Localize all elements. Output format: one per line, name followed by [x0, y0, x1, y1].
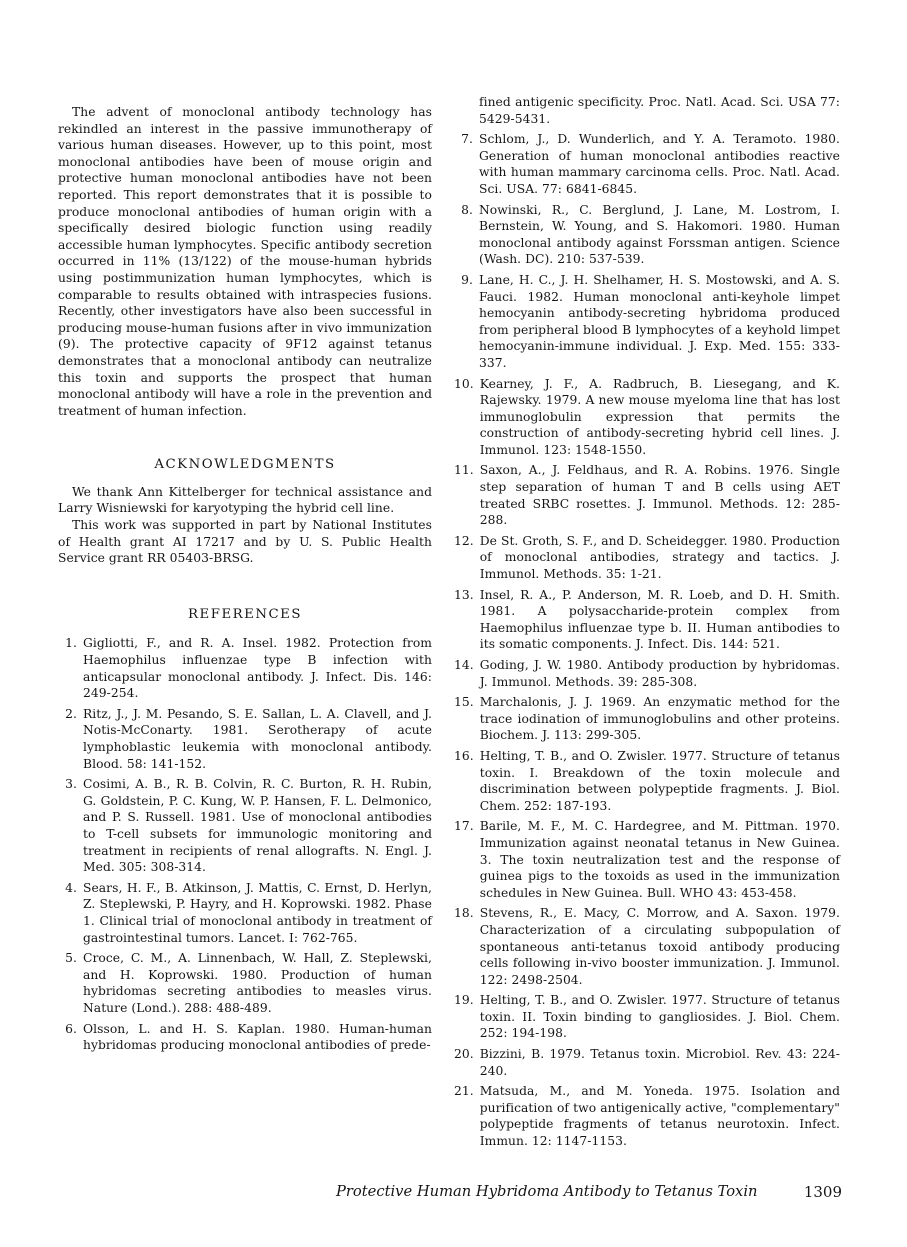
- reference-number: 19.: [454, 993, 474, 1008]
- reference-text: Cosimi, A. B., R. B. Colvin, R. C. Burton, R. H. Rubin, G. Goldstein, P. C. Kung, W. P. Hansen, F. L. Delmonico, and P. S. Russell. 1981. Use of monoclonal antibodies to T-cell subsets for immunologic monitoring and treatment in recipients of renal allografts. N. Engl. J. Med. 305: 308-314.: [83, 777, 432, 875]
- left-column: [58, 104, 432, 1054]
- reference-item: [58, 706, 432, 772]
- reference-item: [454, 587, 840, 653]
- reference-number: 18.: [454, 906, 474, 921]
- reference-text: Gigliotti, F., and R. A. Insel. 1982. Protection from Haemophilus influenzae type B infection with anticapsular monoclonal antibody. J. Infect. Dis. 146: 249-254.: [83, 636, 432, 701]
- reference-item: [454, 818, 840, 901]
- reference-item: [454, 748, 840, 814]
- reference-text: Croce, C. M., A. Linnenbach, W. Hall, Z. Steplewski, and H. Koprowski. 1980. Production of human hybridomas secreting antibodies to measles virus. Nature (Lond.). 288: 488-489.: [83, 951, 432, 1015]
- reference-item: [454, 694, 840, 744]
- reference-text: Olsson, L. and H. S. Kaplan. 1980. Human-human hybridomas producing monoclonal antibodies of prede-: [83, 1021, 432, 1053]
- reference-number: 12.: [454, 533, 474, 548]
- reference-text: Nowinski, R., C. Berglund, J. Lane, M. Lostrom, I. Bernstein, W. Young, and S. Hakomori. 1980. Human monoclonal antibody against Forssman antigen. Science (Wash. DC). 210: 537-539.: [479, 202, 840, 267]
- reference-number: 21.: [454, 1084, 474, 1099]
- reference-item: [58, 776, 432, 876]
- reference-item: [58, 1021, 432, 1054]
- intro-paragraph: The advent of monoclonal antibody technology has rekindled an interest in the passive immunotherapy of various human diseases. However, up to this point, most monoclonal antibodies have been of mouse origin and protective human monoclonal antibodies have not been reported. This report demonstrates that it is possible to produce monoclonal antibodies of human origin with a specifically desired biologic function using readily accessible human lymphocytes. Specific antibody secretion occurred in 11% (13/122) of the mouse-human hybrids using postimmunization human lymphocytes, which is comparable to results obtained with intraspecies fusions. Recently, other investigators have also been successful in producing mouse-human fusions after in vivo immunization (9). The protective capacity of 9F12 against tetanus demonstrates that a monoclonal antibody can neutralize this toxin and supports the prospect that human monoclonal antibody will have a role in the prevention and treatment of human infection.: [58, 105, 432, 418]
- right-column: [454, 94, 840, 1150]
- reference-text: Ritz, J., J. M. Pesando, S. E. Sallan, L. A. Clavell, and J. Notis-McConarty. 1981. Serotherapy of acute lymphoblastic leukemia with monoclonal antibody. Blood. 58: 141-152.: [83, 706, 432, 771]
- reference-item: [454, 376, 840, 459]
- reference-item: [454, 1046, 840, 1079]
- reference-text: Bizzini, B. 1979. Tetanus toxin. Microbiol. Rev. 43: 224-240.: [479, 1047, 840, 1078]
- page-number: 1309: [803, 1183, 842, 1201]
- reference-text: Schlom, J., D. Wunderlich, and Y. A. Teramoto. 1980. Generation of human monoclonal antibodies reactive with human mammary carcinoma cells. Proc. Natl. Acad. Sci. USA. 77: 6841-6845.: [479, 132, 840, 196]
- reference-number: 15.: [454, 695, 474, 710]
- reference-number: 1.: [65, 636, 77, 651]
- reference-text: Barile, M. F., M. C. Hardegree, and M. Pittman. 1970. Immunization against neonatal tetanus in New Guinea. 3. The toxin neutralization test and the response of guinea pigs to the toxoids as used in the immunization schedules in New Guinea. Bull. WHO 43: 453-458.: [479, 819, 840, 900]
- reference-number: 2.: [65, 706, 77, 721]
- reference-number: 10.: [454, 376, 474, 391]
- reference-item: [58, 950, 432, 1016]
- reference-text: De St. Groth, S. F., and D. Scheidegger. 1980. Production of monoclonal antibodies, strategy and tactics. J. Immunol. Methods. 35: 1-21.: [479, 533, 840, 582]
- page-footer: [336, 1183, 842, 1200]
- reference-item: [454, 272, 840, 372]
- reference-item: [58, 880, 432, 946]
- reference-number: 8.: [461, 202, 473, 217]
- running-title: Protective Human Hybridoma Antibody to Tetanus Toxin: [336, 1183, 758, 1200]
- reference-number: 20.: [454, 1047, 474, 1062]
- reference-number: 14.: [454, 658, 474, 672]
- reference-item: [454, 657, 840, 690]
- reference-item: [454, 131, 840, 197]
- reference-number: 11.: [454, 463, 474, 478]
- reference-text: Kearney, J. F., A. Radbruch, B. Liesegang, and K. Rajewsky. 1979. A new mouse myeloma line that has lost immunoglobulin expression that permits the construction of antibody-secreting hybrid cell lines. J. Immunol. 123: 1548-1550.: [479, 376, 840, 457]
- reference-number: 17.: [454, 819, 474, 834]
- acknowledgments-paragraph-2: This work was supported in part by National Institutes of Health grant AI 17217 and by U. S. Public Health Service grant RR 05403-BRSG.: [58, 518, 432, 566]
- reference-item: [454, 1083, 840, 1149]
- acknowledgments-paragraph-1: We thank Ann Kittelberger for technical assistance and Larry Wisniewski for karyotyping the hybrid cell line.: [58, 484, 432, 516]
- reference-number: 3.: [65, 777, 77, 792]
- reference-text: fined antigenic specificity. Proc. Natl. Acad. Sci. USA 77: 5429-5431.: [479, 95, 840, 126]
- reference-number: 13.: [454, 587, 474, 602]
- reference-number: 6.: [65, 1021, 77, 1036]
- reference-number: 7.: [461, 132, 473, 147]
- reference-item: [454, 533, 840, 583]
- reference-item: [454, 905, 840, 988]
- reference-text: Matsuda, M., and M. Yoneda. 1975. Isolation and purification of two antigenically active, "complementary" polypeptide fragments of tetanus neurotoxin. Infect. Immun. 12: 1147-1153.: [479, 1084, 840, 1149]
- reference-number: 16.: [454, 748, 474, 763]
- reference-text: Sears, H. F., B. Atkinson, J. Mattis, C. Ernst, D. Herlyn, Z. Steplewski, P. Hayry, and H. Koprowski. 1982. Phase 1. Clinical trial of monoclonal antibody in treatment of gastrointestinal tumors. Lancet. I: 762-765.: [83, 880, 432, 945]
- reference-text: Helting, T. B., and O. Zwisler. 1977. Structure of tetanus toxin. I. Breakdown of the toxin molecule and discrimination between polypeptide fragments. J. Biol. Chem. 252: 187-193.: [479, 748, 840, 813]
- references-heading: REFERENCES: [188, 606, 302, 622]
- reference-item: [58, 635, 432, 701]
- reference-text: Stevens, R., E. Macy, C. Morrow, and A. Saxon. 1979. Characterization of a circulating subpopulation of spontaneous anti-tetanus toxoid antibody producing cells following in-vivo booster immunization. J. Immunol. 122: 2498-2504.: [479, 906, 840, 987]
- reference-item: [454, 462, 840, 528]
- reference-text: Insel, R. A., P. Anderson, M. R. Loeb, and D. H. Smith. 1981. A polysaccharide-protein complex from Haemophilus influenzae type b. II. Human antibodies to its somatic components. J. Infect. Dis. 144: 521.: [479, 587, 840, 652]
- reference-text: Helting, T. B., and O. Zwisler. 1977. Structure of tetanus toxin. II. Toxin binding to gangliosides. J. Biol. Chem. 252: 194-198.: [479, 993, 840, 1041]
- reference-text: Lane, H. C., J. H. Shelhamer, H. S. Mostowski, and A. S. Fauci. 1982. Human monoclonal anti-keyhole limpet hemocyanin antibody-secreting hybridoma produced from peripheral blood B lymphocytes of a keyhold limpet hemocyanin-immune individual. J. Exp. Med. 155: 333-337.: [479, 272, 840, 370]
- reference-item: [454, 202, 840, 268]
- reference-text: Goding, J. W. 1980. Antibody production by hybridomas. J. Immunol. Methods. 39: 285-308.: [479, 658, 840, 689]
- reference-number: 4.: [65, 880, 77, 895]
- reference-item: [454, 992, 840, 1042]
- references-list-left: [58, 635, 432, 1053]
- acknowledgments-heading: ACKNOWLEDGMENTS: [154, 457, 336, 473]
- reference-number: 9.: [461, 272, 473, 287]
- reference-number: 5.: [65, 951, 77, 966]
- reference-text: Marchalonis, J. J. 1969. An enzymatic method for the trace iodination of immunoglobulins and other proteins. Biochem. J. 113: 299-305.: [479, 695, 840, 743]
- reference-continuation: [454, 94, 840, 127]
- reference-text: Saxon, A., J. Feldhaus, and R. A. Robins. 1976. Single step separation of human T and B cells using AET treated SRBC rosettes. J. Immunol. Methods. 12: 285-288.: [479, 463, 840, 528]
